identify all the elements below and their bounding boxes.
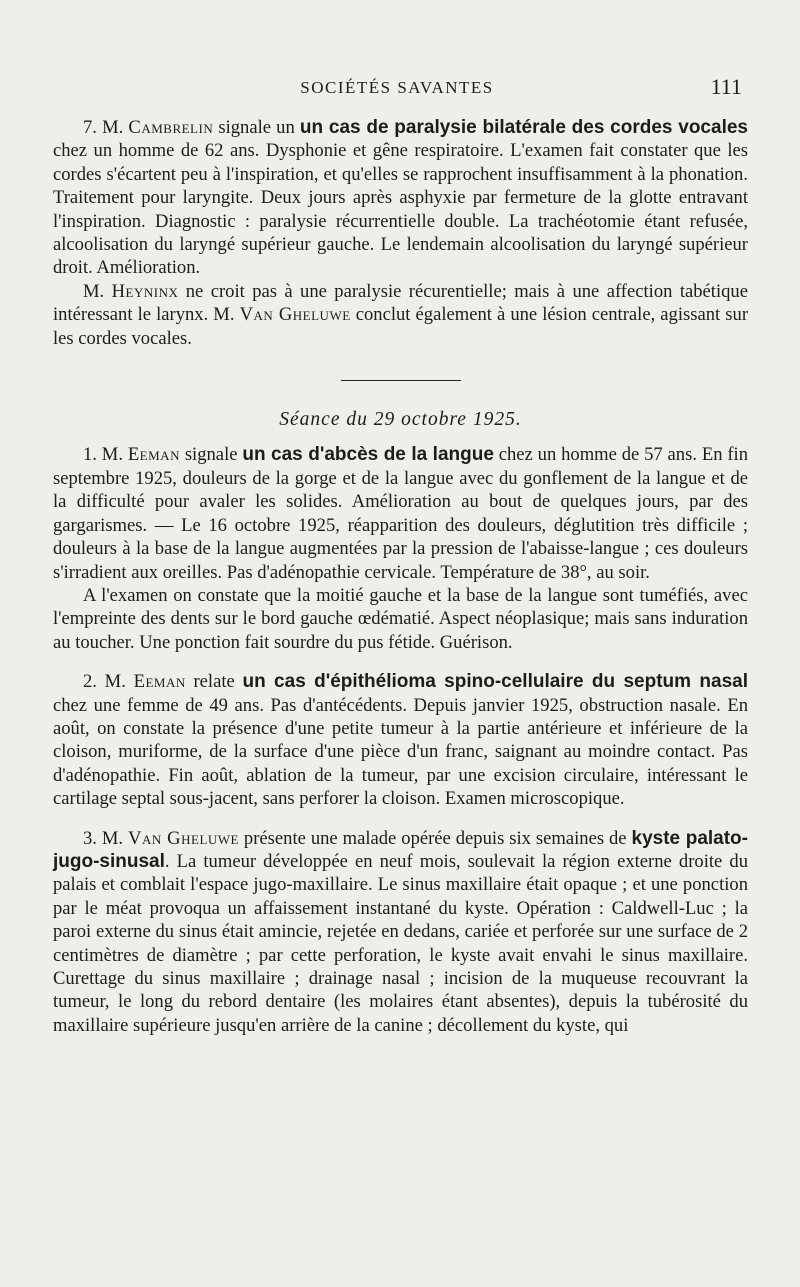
case-title: un cas d'abcès de la langue — [242, 444, 494, 466]
text: . La tumeur développée en neuf mois, soulevait la région externe droite du palais et comblait l'espace jugo-maxillaire. Le sinus maxillaire était opaque ; et une ponction par le méat provoqua un affaissement instantané du kyste. Opération : Caldwell-Luc ; la paroi externe du sinus était amincie, rejetée en dedans, cariée et perforée sur une surface de 2 centimètres de diamètre ; par cette perforation, le kyste avait envahi le sinus maxillaire. Curettage du sinus maxillaire ; drainage nasal ; incision de la muqueuse recouvrant la tumeur, le long du rebord dentaire (les molaires étant absentes), depuis la tubérosité du maxillaire supérieure jusqu'en arrière de la canine ; décollement du kyste, qui — [53, 850, 748, 1036]
item-number: 7. M. — [83, 117, 129, 138]
paragraph-van-gheluwe-kyste — [53, 827, 748, 1038]
text: présente une malade opérée depuis six semaines de — [238, 827, 632, 849]
text: chez une femme de 49 ans. Pas d'antécédents. Depuis janvier 1925, obstruction nasale. En août, on constate la présence d'une petite tumeur à la partie antérieure et inférieure de la cloison, muriforme, de la surface d'une pièce d'un franc, saignant au moindre contact. Pas d'adénopathie. Fin août, ablation de la tumeur, par une excision circulaire, intéressant le cartilage septal sous-jacent, sans perforer la cloison. Examen microscopique. — [53, 694, 748, 810]
text: A l'examen on constate que la moitié gauche et la base de la langue sont tuméfiés, avec l'empreinte des dents sur le bord gauche œdématié. Aspect néoplasique; mais sans induration au toucher. Une ponction fait sourdre du pus fétide. Guérison. — [53, 584, 748, 653]
case-title: kyste palato-jugo-sinusal — [53, 827, 748, 872]
text: chez un homme de 62 ans. Dysphonie et gêne respiratoire. L'examen fait constater que les cordes s'écartent peu à l'inspiration, et qu'elles se rapprochent insuffisamment à la phonation. Traitement pour laryngite. Deux jours après asphyxie par fermeture de la glotte entravant l'inspiration. Diagnostic : paralysie récurrentielle double. La trachéotomie étant refusée, alcoolisation du laryngé supérieur gauche. Le lendemain alcoolisation du laryngé supérieur droit. Amélioration. — [53, 140, 748, 279]
author-name: Cambrelin — [128, 117, 214, 138]
page-number: 111 — [710, 74, 742, 99]
text: conclut également à une lésion centrale, agissant sur les cordes vocales. — [53, 304, 749, 349]
case-title: un cas d'épithélioma spino-cellulaire du septum nasal — [242, 671, 748, 693]
paragraph-eeman-epithelioma — [53, 670, 748, 810]
item-number: 2. M. — [83, 671, 134, 693]
author-name: Eeman — [133, 671, 186, 693]
text: chez un homme de 57 ans. En fin septembre 1925, douleurs de la gorge et de la langue avec du gonflement de la langue et de la difficulté pour avaler les solides. Amélioration au bout de quelques jours, par des gargarismes. — Le 16 octobre 1925, réapparition des douleurs, déglutition très difficile ; douleurs à la base de la langue augmentées par la pression de l'abaisse-langue ; ces douleurs s'irradient aux oreilles. Pas d'adénopathie cervicale. Température de 38°, au soir. — [53, 444, 748, 583]
case-title: un cas de paralysie bilatérale des cordes vocales — [299, 117, 748, 138]
page-header — [52, 74, 742, 106]
paragraph-cambrelin — [53, 116, 748, 280]
session-heading: Séance du 29 octobre 1925. — [279, 409, 522, 431]
author-name: Eeman — [127, 444, 180, 466]
section-divider — [341, 380, 461, 381]
page-body — [53, 116, 748, 1037]
text: M. — [83, 280, 112, 302]
item-number: 1. M. — [83, 444, 128, 466]
running-title: SOCIÉTÉS SAVANTES — [300, 78, 494, 97]
author-name: Van Gheluwe — [239, 304, 351, 326]
author-name: Van Gheluwe — [128, 827, 239, 849]
text: signale un — [213, 117, 300, 138]
author-name: Heyninx — [111, 280, 179, 302]
text: ne croit pas à une paralysie récurentielle; mais à une affection tabétique intéressant le larynx. M. — [53, 280, 748, 326]
text: signale — [179, 444, 243, 466]
paragraph-eeman-abces — [53, 443, 748, 583]
item-number: 3. M. — [83, 827, 129, 849]
text: relate — [185, 671, 243, 693]
paragraph-examen — [53, 584, 748, 654]
paragraph-heyninx — [53, 280, 748, 350]
